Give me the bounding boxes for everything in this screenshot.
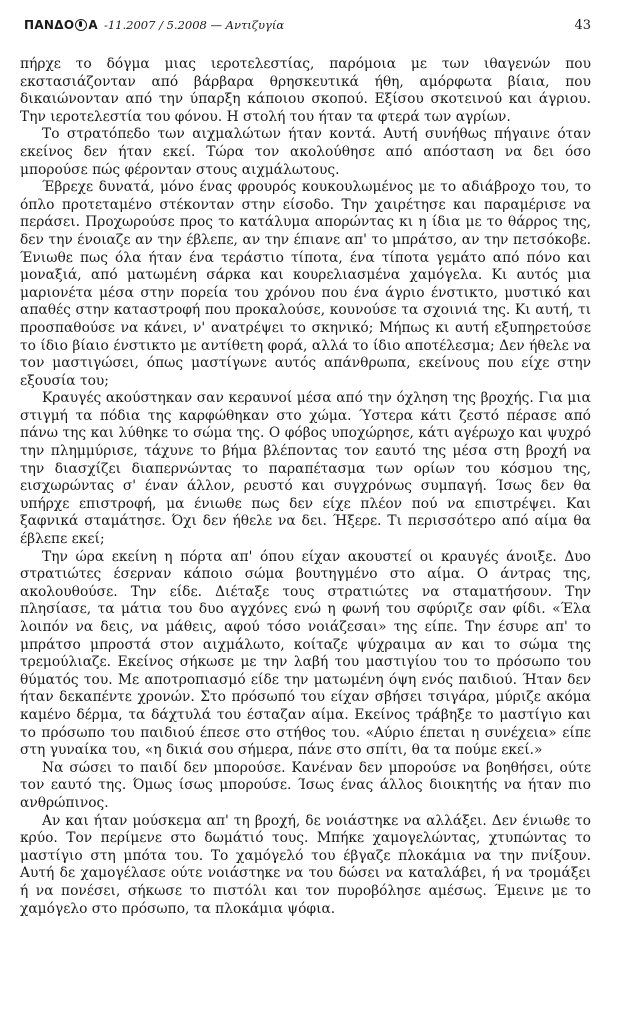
running-header <box>24 14 591 36</box>
paragraph-text: Το στρατόπεδο των αιχμαλώτων ήταν κοντά. Αυτή συνήθως πήγαινε όταν εκείνος δεν ήταν εκεί. Τώρα τον ακολούθησε από απόσταση να δει όσο μπορούσε πώς φέρονταν στους αιχμάλωτους. <box>20 126 591 178</box>
paragraph <box>20 126 591 179</box>
paragraph-text: Έβρεχε δυνατά, μόνο ένας φρουρός κουκουλωμένος με το αδιάβροχο του, το όπλο προτεταμένο στέκονταν στην είσοδο. Την χαιρέτησε και παραμέρισε να περάσει. Προχωρούσε προς το κατάλυμα απορώντας κι η ίδια με το θάρρος της, δεν την ένοιαζε αν την έβλεπε, αν την έπιανε απ' το μπράτσο, αν την πετσόκοβε. Ένιωθε πως όλα ήταν ένα τεράστιο τίποτα, ένα τίποτα γεμάτο από πόνο και μοναξιά, από ματωμένη σάρκα και κουρελιασμένα χαμόγελα. Κι αυτός μια μαριονέτα μέσα στην πορεία του χρόνου που ένα άγριο ένστικτο, μυστικό και απαθές στην καταστροφή που προκαλούσε, κουνούσε τα σχοινιά της. Κι αυτή, τι προσπαθούσε να κάνει, ν' ανατρέψει το σκηνικό; Μήπως κι αυτή εξυπηρετούσε το ίδιο βίαιο ένστικτο με αντίθετη φορά, αλλά το ίδιο αποτέλεσμα; Δεν ήθελε να τον μαστιγώσει, όπως μαστίγωνε αυτός απάνθρωπα, εκείνους που είχε στην εξουσία του; <box>20 179 591 389</box>
page-number: 43 <box>574 17 591 33</box>
paragraph-text: Την ώρα εκείνη η πόρτα απ' όπου είχαν ακουστεί οι κραυγές άνοιξε. Δυο στρατιώτες έσερναν κάποιο σώμα βουτηγμένο στο αίμα. Ο άντρας της, ακολουθούσε. Την είδε. Διέταξε τους στρατιώτες να σταματήσουν. Την πλησίασε, τα μάτια του δυο αγχόνες ενώ η φωνή του σφύριζε σαν φίδι. «Έλα λοιπόν να δεις, να μάθεις, αφού τόσο νοιάζεσαι» της είπε. Την έσυρε απ' το μπράτσο μπροστά στον αιχμάλωτο, κοίταζε ψύχραιμα αν και το σώμα της τρεμούλιαζε. Εκείνος σήκωσε με την λαβή του μαστιγίου του το πρόσωπο του θύματός του. Με αποτροπιασμό είδε την ματωμένη όψη ενός παιδιού. Ήταν δεν ήταν δεκαπέντε χρονών. Στο πρόσωπό του είχαν σβήσει τσιγάρα, μύριζε ακόμα καμένο δέρμα, τα δάχτυλά του έσταζαν αίμα. Εκείνος τράβηξε το μαστίγιο και το πρόσωπο του παιδιού έπεσε στο στήθος του. «Αύριο έπεται η συνέχεια» είπε στη γυναίκα του, «η δικιά σου σήμερα, πάνε στο σπίτι, θα τα πούμε εκεί.» <box>20 548 591 759</box>
magazine-logo <box>24 18 98 32</box>
header-left <box>24 18 284 32</box>
paragraph <box>20 390 591 548</box>
logo-text-right: Α <box>88 18 98 32</box>
article-body <box>20 56 591 918</box>
paragraph-text: πήρχε το δόγμα μιας ιεροτελεστίας, παρόμοια με των ιθαγενών που εκστασιάζονταν από βάρβαρα θρησκευτικά ήθη, αμόρφωτα βίαια, που δικαιώνονταν από την ύπαρξη κάποιου σκοπού. Εξίσου σκοτεινού και άγριου. Την ιεροτελεστία του φόνου. Η στολή του ήταν τα φτερά των αγρίων. <box>20 56 591 125</box>
paragraph-text: Αν και ήταν μούσκεμα απ' τη βροχή, δε νοιάστηκε να αλλάξει. Δεν ένιωθε το κρύο. Τον περίμενε στο δωμάτιό τους. Μπήκε χαμογελώντας, χτυπώντας το μαστίγιο στη μπότα του. Το χαμόγελό του έβγαζε πλοκάμια να την πνίξουν. Αυτή δε χαμογέλασε ούτε νοιάστηκε να του δώσει να καταλάβει, ή να τρομάξει ή να πονέσει, σήκωσε το πιστόλι και τον πυροβόλησε αμέσως. Έμεινε με το χαμόγελο στο πρόσωπο, τα πλοκάμια ψόφια. <box>20 812 591 917</box>
paragraph <box>20 56 591 126</box>
paragraph <box>20 549 591 760</box>
paragraph <box>20 813 591 919</box>
issue-info: -11.2007 / 5.2008 — Αντιζυγία <box>103 18 285 32</box>
logo-mark-icon <box>75 19 87 31</box>
paragraph-text: Να σώσει το παιδί δεν μπορούσε. Κανέναν δεν μπορούσε να βοηθήσει, ούτε τον εαυτό της. Όμως ίσως μπορούσε. Ίσως ένας άλλος διοικητής να ήταν πιο ανθρώπινος. <box>20 759 591 811</box>
paragraph <box>20 760 591 813</box>
paragraph <box>20 179 591 390</box>
paragraph-text: Κραυγές ακούστηκαν σαν κεραυνοί μέσα από την όχληση της βροχής. Για μια στιγμή τα πόδια της καρφώθηκαν στο χώμα. Ύστερα κάτι ζεστό πέρασε από πάνω της και λύθηκε το σώμα της. Ο φόβος υποχώρησε, κάτι αγέρωχο και ψυχρό την πλημμύρισε, τάχυνε το βήμα βλέποντας τον εαυτό της μέσα στη βροχή να την διασχίζει διαπερνώντας το παραπέτασμα των ορίων του κόσμου της, εισχωρώντας σ' έναν άλλον, ρευστό και συγχρόνως συμπαγή. Ίσως δεν θα υπήρχε επιστροφή, μα ένιωθε πως δεν είχε πλέον πού να επιστρέψει. Και ξαφνικά σταμάτησε. Όχι δεν ήθελε να δει. Ήξερε. Τι περισσότερο από αίμα θα έβλεπε εκεί; <box>20 390 591 548</box>
logo-text-left: ΠΑΝΔΟ <box>24 18 75 32</box>
